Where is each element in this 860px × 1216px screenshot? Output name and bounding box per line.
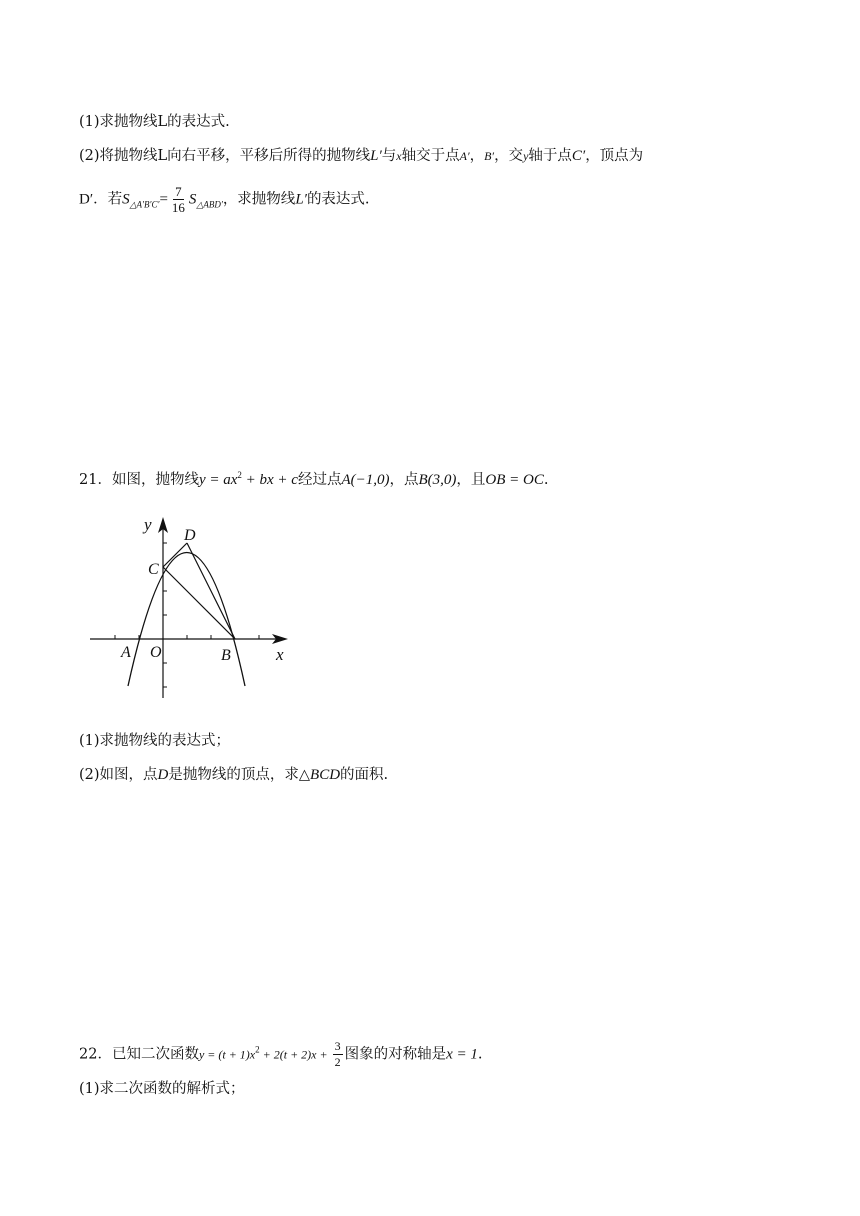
q22-formula-b: + 2(t + 2)x + xyxy=(259,1047,331,1062)
q20-fraction xyxy=(170,184,187,215)
q20-part2-comma: ， xyxy=(469,148,485,164)
q21-stem-c: ，点 xyxy=(389,472,419,488)
segment-CD xyxy=(163,543,187,567)
q20-part2-Lprime: L′ xyxy=(370,148,382,164)
q20-part2-text-c: 轴交于点 xyxy=(401,148,460,164)
q21-part2-a: (2)如图，点 xyxy=(79,767,158,783)
q21-part2-D: D xyxy=(157,767,169,783)
q20-part2-y: y xyxy=(523,149,529,163)
q22-stem-a: 22．已知二次函数 xyxy=(79,1046,199,1063)
q20-part2-x: x xyxy=(396,149,402,163)
q21-stem-a: 21．如图，抛物线 xyxy=(79,472,199,488)
q20-part2-Cprime: C′ xyxy=(571,148,586,164)
q22-formula-a: y = (t + 1)x xyxy=(198,1047,256,1062)
parabola-curve xyxy=(128,553,245,687)
q20-S1: S xyxy=(122,191,130,208)
q22-part1: (1)求二次函数的解析式； xyxy=(79,1081,245,1097)
label-B: B xyxy=(221,647,231,664)
q21-part1: (1)求抛物线的表达式； xyxy=(79,733,231,749)
q22-fraction-den: 2 xyxy=(334,1055,341,1069)
q21-pointB: B(3,0) xyxy=(418,472,457,488)
q20-Dprime: D′ xyxy=(79,191,94,208)
q20-part2-text-e: 轴于点 xyxy=(528,148,572,164)
q20-equals: = xyxy=(159,191,168,208)
label-C: C xyxy=(148,561,159,578)
label-y: y xyxy=(144,515,152,534)
q20-S1-sub: △A′B′C′ xyxy=(129,199,160,210)
q20-line3-text-a: ．若 xyxy=(93,191,123,208)
q20-fraction-den: 16 xyxy=(171,200,185,215)
q20-part2-Aprime: A′ xyxy=(459,149,470,163)
q20-part2-text-d: ，交 xyxy=(494,148,524,164)
q20-part1: (1)求抛物线L的表达式. xyxy=(79,114,230,130)
q21-part2 xyxy=(79,765,388,785)
q20-part2-text-f: ，顶点为 xyxy=(585,148,644,164)
q20-line3-text-c: 的表达式. xyxy=(306,191,370,208)
label-A: A xyxy=(121,644,131,661)
q21-part2-c: 的面积. xyxy=(340,767,389,783)
q21-stem-b: 经过点 xyxy=(297,472,342,488)
q21-figure xyxy=(88,514,293,704)
q21-stem-e: . xyxy=(543,472,549,488)
q21-formula-a: y = ax xyxy=(198,472,238,488)
q20-S2-sub: △ABD′ xyxy=(196,199,223,210)
q20-part2-text-b: 与 xyxy=(381,148,397,164)
q20-line3-text-b: ，求抛物线 xyxy=(222,191,296,208)
q22-stem xyxy=(79,1039,482,1070)
q22-axis: x = 1 xyxy=(446,1046,478,1063)
q21-stem xyxy=(79,465,548,490)
q21-part2-BCD: BCD xyxy=(310,767,341,783)
q22-formula-sq: 2 xyxy=(255,1044,260,1055)
q21-condition: OB = OC xyxy=(485,472,544,488)
label-O: O xyxy=(150,644,162,661)
q21-formula-sq: 2 xyxy=(237,470,242,480)
q21-stem-d: ，且 xyxy=(456,472,486,488)
q21-formula-b: + bx + c xyxy=(241,472,298,488)
q22-fraction-num: 3 xyxy=(334,1039,341,1053)
q20-part2-text-a: (2)将抛物线L向右平移，平移后所得的抛物线 xyxy=(79,148,371,164)
q21-pointA: A(−1,0) xyxy=(341,472,390,488)
q20-part2-Bprime: B′ xyxy=(484,149,495,163)
q22-stem-c: . xyxy=(477,1046,483,1063)
q21-part2-b: 是抛物线的顶点，求△ xyxy=(168,767,311,783)
label-D: D xyxy=(184,527,196,544)
label-x: x xyxy=(276,645,284,664)
q20-line3-Lprime: L′ xyxy=(295,191,307,208)
q22-stem-b: 图象的对称轴是 xyxy=(344,1046,447,1063)
q20-fraction-num: 7 xyxy=(175,184,182,199)
segment-CB xyxy=(163,567,235,639)
q20-part2-line2 xyxy=(79,184,370,215)
q20-S2: S xyxy=(188,191,197,208)
segment-DB xyxy=(187,543,235,639)
q20-part2-line xyxy=(79,146,643,166)
q22-fraction xyxy=(333,1039,343,1070)
